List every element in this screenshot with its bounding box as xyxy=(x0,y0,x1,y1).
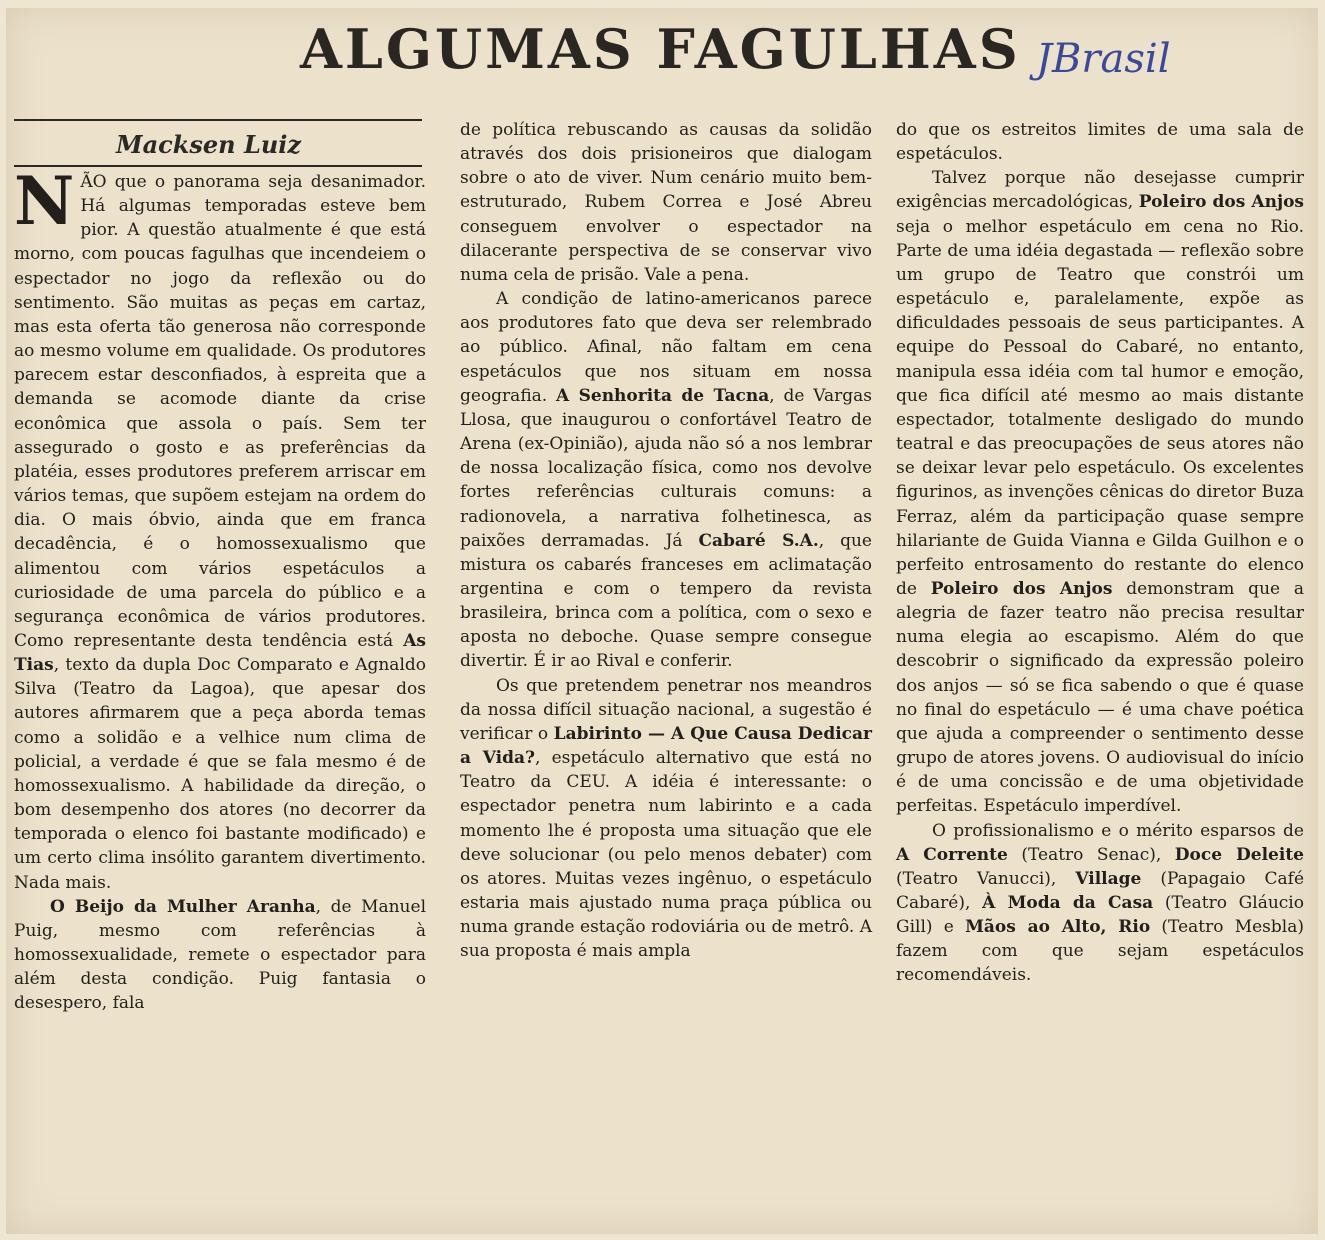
paragraph: O Beijo da Mulher Aranha, de Manuel Puig, mesmo com referências à homossexualidade, remete o espectador para além desta condição. Puig fantasia o desespero, fala xyxy=(14,896,427,1014)
play-title: As Tias xyxy=(14,630,426,676)
paragraph: Os que pretendem penetrar nos meandros da nossa difícil situação nacional, a sugestão é verificar o Labirinto — A Que Causa Dedicar a Vida?, espetáculo alternativo que está no Teatro da CEU. A idéia é interessante: o espectador penetra num labirinto e a cada momento lhe é proposta uma situação que ele deve solucionar (ou pelo menos debater) com os atores. Muitas vezes ingênuo, o espetáculo estaria mais ajustado numa praça pública ou numa grande estação rodoviária ou de metrô. A sua proposta é mais ampla xyxy=(460,675,872,962)
play-title: Cabaré S.A. xyxy=(698,530,819,551)
play-title: À Moda da Casa xyxy=(982,893,1154,913)
column-2 xyxy=(460,118,872,963)
paragraph: O profissionalismo e o mérito esparsos de A Corrente (Teatro Senac), Doce Deleite (Teatro Vanucci), Village (Papagaio Café Cabaré), À Moda da Casa (Teatro Gláucio Gill) e Mãos ao Alto, Rio (Teatro Mesbla) fazem com que sejam espetáculos recomendáveis. xyxy=(896,820,1304,986)
column-1 xyxy=(14,162,427,1015)
handwritten-note: JBrasil xyxy=(1036,36,1171,82)
play-title: Poleiro dos Anjos xyxy=(930,578,1113,599)
byline-rule-top xyxy=(14,119,422,121)
play-title: Mãos ao Alto, Rio xyxy=(965,917,1151,938)
paragraph: NÃO que o panorama seja desanimador. Há algumas temporadas esteve bem pior. A questão atualmente é que está morno, com poucas fagulhas que incendeiem o espectador no jogo da reflexão ou do sentimento. São muitas as peças em cartaz, mas esta oferta tão generosa não corresponde ao mesmo volume em qualidade. Os produtores parecem estar desconfiados, à espreita que a demanda se acomode diante da crise econômica que assola o país. Sem ter assegurado o gosto e as preferências da platéia, esses produtores preferem arriscar em vários temas, que supõem estejam na ordem do dia. O mais óbvio, ainda que em franca decadência, é o homossexualismo que alimentou com vários espetáculos a curiosidade de uma parcela do público e a segurança econômica de vários produtores. Como representante desta tendência está As Tias, texto da dupla Doc Comparato e Agnaldo Silva (Teatro da Lagoa), que apesar dos autores afirmarem que a peça aborda temas como a solidão e a velhice num clima de policial, a verdade é que se fala mesmo é de homossexualismo. A habilidade da direção, o bom desempenho dos atores (no decorrer da temporada o elenco foi bastante modificado) e um certo clima insólito garantem divertimento. Nada mais. xyxy=(14,162,426,893)
paragraph: A condição de latino-americanos parece aos produtores fato que deva ser relembrado ao público. Afinal, não faltam em cena espetáculos que nos situam em nossa geografia. A Senhorita de Tacna, de Vargas Llosa, que inaugurou o confortável Teatro de Arena (ex-Opinião), ajuda não só a nos lembrar de nossa localização física, como nos devolve fortes referências culturais comuns: a radionovela, a narrativa folhetinesca, as paixões derramadas. Já Cabaré S.A., que mistura os cabarés franceses em aclimatação argentina e com o tempero da revista brasileira, brinca com a política, com o sexo e aposta no deboche. Quase sempre consegue divertir. É ir ao Rival e conferir. xyxy=(460,289,872,672)
play-title: Doce Deleite xyxy=(1174,844,1304,865)
play-title: Poleiro dos Anjos xyxy=(1138,192,1304,213)
paragraph: de política rebuscando as causas da solidão através dos dois prisioneiros que dialogam sobre o ato de viver. Num cenário muito bem-estruturado, Rubem Correa e José Abreu conseguem envolver o espectador na dilacerante perspectiva de se conservar vivo numa cela de prisão. Vale a pena. xyxy=(460,120,872,285)
paragraph: do que os estreitos limites de uma sala de espetáculos. xyxy=(896,120,1304,165)
play-title: A Senhorita de Tacna xyxy=(556,385,770,406)
play-title: A Corrente xyxy=(896,844,1008,865)
paragraph: Talvez porque não desejasse cumprir exigências mercadológicas, Poleiro dos Anjos seja o melhor espetáculo em cena no Rio. Parte de uma idéia degastada — reflexão sobre um grupo de Teatro que constrói um espetáculo e, paralelamente, expõe as dificuldades pessoais de seus participantes. A equipe do Pessoal do Cabaré, no entanto, manipula essa idéia com tal humor e emoção, que fica difícil até mesmo ao mais distante espectador, totalmente desligado do mundo teatral e das preocupações de seus atores não se deixar levar pelo espetáculo. Os excelentes figurinos, as invenções cênicas do diretor Buza Ferraz, além da participação quase sempre hilariante de Guida Vianna e Gilda Guilhon e o perfeito entrosamento do restante do elenco de Poleiro dos Anjos demonstram que a alegria de fazer teatro não precisa resultar numa elegia ao escapismo. Além do que descobrir o significado da expressão poleiro dos anjos — só se fica sabendo o que é quase no final do espetáculo — é uma chave poética que ajuda a compreender o sentimento desse grupo de atores jovens. O audiovisual do início é de uma concissão e de uma objetividade perfeitas. Espetáculo imperdível. xyxy=(896,168,1304,817)
byline: Macksen Luiz xyxy=(116,130,302,159)
drop-cap: N xyxy=(14,162,75,240)
play-title: O Beijo da Mulher Aranha xyxy=(50,896,316,917)
play-title: Labirinto — A Que Causa Dedicar a Vida? xyxy=(460,723,872,769)
byline-rule-bottom xyxy=(14,165,422,167)
play-title: Village xyxy=(1075,868,1142,889)
column-3 xyxy=(896,118,1304,988)
headline: ALGUMAS FAGULHAS xyxy=(300,17,1021,81)
